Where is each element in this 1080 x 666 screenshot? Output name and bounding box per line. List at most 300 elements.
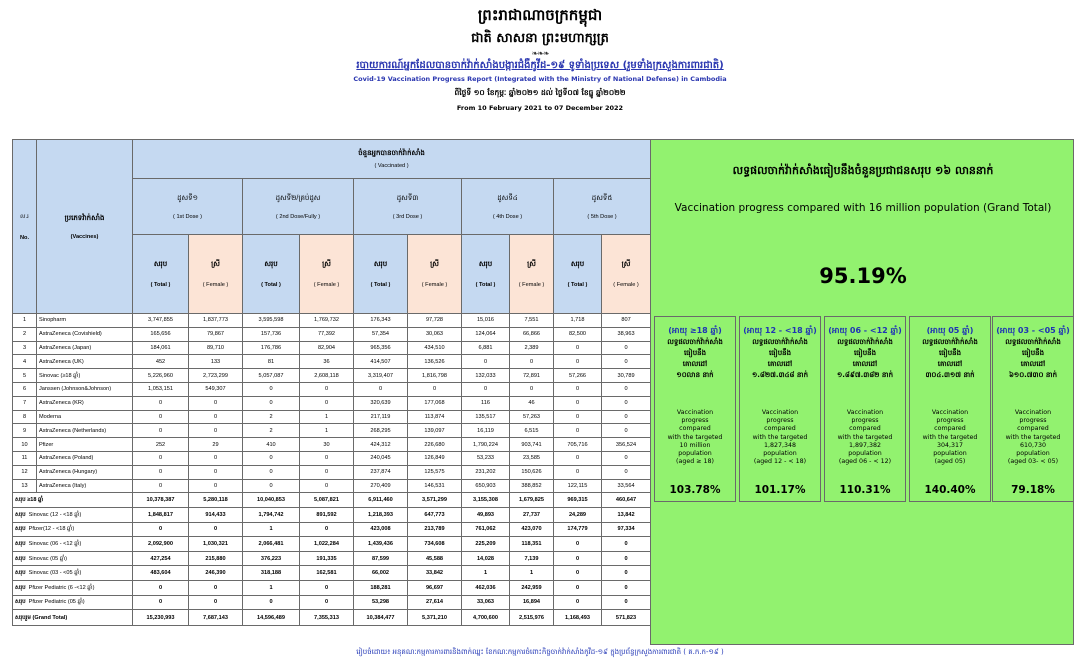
target-desc-en: Vaccination progress compared with the targeted 304,317 population (aged 05) [922,409,978,466]
table-cell: 150,626 [510,465,554,479]
subtotal-row [13,537,651,552]
report-header [0,0,1080,138]
header-no [13,140,37,314]
female-en: ( Female ) [518,282,545,288]
header-total-d4 [462,235,510,314]
table-cell: 0 [189,522,243,537]
table-cell: 424,312 [354,438,408,452]
table-cell: 33,842 [408,566,462,581]
kingdom-motto: ជាតិ សាសនា ព្រះមហាក្សត្រ [471,31,609,46]
table-cell: 0 [133,410,189,424]
header-dose1 [133,179,243,235]
table-cell: 0 [602,537,651,552]
header-no-kh: ល.រ [20,213,29,220]
female-en: ( Female ) [421,282,448,288]
age-group-label: (អាយុ 06 - <12 ឆ្នាំ) [828,326,902,335]
table-cell: 891,592 [300,507,354,522]
table-row [13,438,651,452]
table-cell: 135,517 [462,410,510,424]
table-cell: 0 [554,537,602,552]
table-cell: 3,571,299 [408,493,462,508]
subtotal-row [13,551,651,566]
total-kh: សរុប [478,261,493,268]
table-cell: 215,880 [189,551,243,566]
table-cell: 14,028 [462,551,510,566]
table-cell: 1 [462,566,510,581]
header-vaccinated-kh: ចំនួនអ្នកបានចាក់វ៉ាក់សាំង [358,150,425,157]
table-cell: 0 [133,424,189,438]
grand-total-row [13,610,651,626]
table-cell: 0 [602,424,651,438]
table-cell: 36 [300,355,354,369]
vaccine-name: Pfizer [37,438,133,452]
table-cell: 460,647 [602,493,651,508]
table-cell: 29 [189,438,243,452]
table-row [13,424,651,438]
table-cell: 7,687,143 [189,610,243,626]
table-cell: 72,891 [510,369,554,383]
table-cell: 5,280,118 [189,493,243,508]
table-cell: 0 [602,580,651,595]
row-label-kh: សរុប [15,511,26,518]
header-female-d1 [189,235,243,314]
table-cell: 2 [243,410,300,424]
row-label-en: Pfizer(12 - <18 ឆ្នាំ) [28,526,75,533]
table-cell: 81 [243,355,300,369]
vaccine-name: AstraZeneca (Netherlands) [37,424,133,438]
female-kh: ស្រី [211,261,220,268]
header-vaccine-kh: ប្រភេទវ៉ាក់សាំង [64,214,105,222]
table-cell: 79,867 [189,327,243,341]
table-cell: 0 [189,410,243,424]
vaccine-name: Moderna [37,410,133,424]
row-number: 5 [13,369,37,383]
table-cell: 427,254 [133,551,189,566]
table-row [13,396,651,410]
row-label-kh: សរុប ≥18 ឆ្នាំ [15,497,44,504]
table-cell: 6,515 [510,424,554,438]
table-cell: 1 [300,410,354,424]
table-cell: 1 [300,424,354,438]
target-desc-kh: លទ្ធផលចាក់វ៉ាក់សាំង ធៀបនឹង គោលដៅ ៣០៤.៣១៧ នាក់ [922,338,978,379]
table-cell: 3,747,855 [133,314,189,328]
row-label-en: Sinovac (12 - <18 ឆ្នាំ) [28,511,82,518]
table-cell: 0 [354,382,408,396]
table-row [13,341,651,355]
table-cell: 965,356 [354,341,408,355]
table-cell: 650,903 [462,479,510,493]
table-cell: 184,061 [133,341,189,355]
header-dose2 [243,179,354,235]
table-cell: 0 [602,465,651,479]
female-kh: ស្រី [527,261,536,268]
table-row [13,410,651,424]
table-cell: 15,016 [462,314,510,328]
total-kh: សរុប [570,261,585,268]
table-cell: 89,710 [189,341,243,355]
table-cell: 0 [554,355,602,369]
total-en: ( Total ) [370,282,391,288]
total-kh: សរុប [373,261,388,268]
table-cell: 549,307 [189,382,243,396]
table-cell: 45,588 [408,551,462,566]
table-cell: 734,608 [408,537,462,552]
table-cell: 165,656 [133,327,189,341]
table-cell: 5,057,087 [243,369,300,383]
vaccine-name: AstraZeneca (Japan) [37,341,133,355]
table-cell: 0 [554,551,602,566]
table-cell: 30,063 [408,327,462,341]
table-cell: 122,115 [554,479,602,493]
table-cell: 0 [554,566,602,581]
table-cell: 0 [189,451,243,465]
table-cell: 7,139 [510,551,554,566]
table-cell: 0 [243,465,300,479]
target-desc-kh: លទ្ធផលចាក់វ៉ាក់សាំង ធៀបនឹង គោលដៅ ៦១០.៧៣០ នាក់ [1005,338,1061,379]
report-title-en: Covid-19 Vaccination Progress Report (Integrated with the Ministry of National Defense) in Cambodia [353,75,727,83]
table-cell: 1,794,742 [243,507,300,522]
row-number: 6 [13,382,37,396]
grand-percent: 95.19% [819,264,907,288]
table-cell: 2 [243,424,300,438]
subtotal-row [13,566,651,581]
table-cell: 0 [300,580,354,595]
table-cell: 483,604 [133,566,189,581]
table-cell: 1,679,825 [510,493,554,508]
table-cell: 903,741 [510,438,554,452]
table-cell: 434,510 [408,341,462,355]
table-cell: 1,837,773 [189,314,243,328]
table-cell: 15,230,993 [133,610,189,626]
table-cell: 452 [133,355,189,369]
table-cell: 410 [243,438,300,452]
age-group-label: (អាយុ 03 - <05 ឆ្នាំ) [996,326,1070,335]
table-cell: 376,223 [243,551,300,566]
table-cell: 0 [300,595,354,610]
header-total-d5 [554,235,602,314]
table-cell: 969,315 [554,493,602,508]
table-cell: 268,295 [354,424,408,438]
table-cell: 0 [602,551,651,566]
row-number: 2 [13,327,37,341]
table-cell: 33,063 [462,595,510,610]
target-desc-en: Vaccination progress compared with the targeted 610,730 population (aged 03- < 05) [1005,409,1061,466]
vaccine-name: AstraZeneca (KR) [37,396,133,410]
table-cell: 16,894 [510,595,554,610]
row-label-en: Sinovac (06 - <12 ឆ្នាំ) [28,540,82,547]
table-cell: 176,786 [243,341,300,355]
row-number: 3 [13,341,37,355]
table-cell: 0 [189,580,243,595]
table-cell: 118,351 [510,537,554,552]
table-cell: 10,040,853 [243,493,300,508]
row-label-en: Pfizer Pediatric (6 -<12 ឆ្នាំ) [28,584,95,591]
table-cell: 1,790,224 [462,438,510,452]
age-group-label: (អាយុ 05 ឆ្នាំ) [926,326,974,335]
row-number: 11 [13,451,37,465]
header-total-d3 [354,235,408,314]
table-cell: 0 [300,479,354,493]
subtotal-row [13,580,651,595]
table-cell: 1,848,817 [133,507,189,522]
table-cell: 0 [602,566,651,581]
table-cell: 23,585 [510,451,554,465]
dose2-kh: ដូសទី២/គ្រប់ដូស [275,194,321,202]
table-cell: 2,515,976 [510,610,554,626]
table-cell: 320,639 [354,396,408,410]
table-cell: 87,599 [354,551,408,566]
row-number: 4 [13,355,37,369]
table-cell: 10,378,387 [133,493,189,508]
table-cell: 53,233 [462,451,510,465]
table-cell: 124,064 [462,327,510,341]
age-group-panel [992,316,1074,502]
table-cell: 705,716 [554,438,602,452]
age-group-percent: 79.18% [1011,484,1055,496]
table-cell: 0 [554,451,602,465]
row-number: 9 [13,424,37,438]
table-cell: 191,335 [300,551,354,566]
table-cell: 2,092,900 [133,537,189,552]
table-cell: 66,866 [510,327,554,341]
table-cell: 0 [510,382,554,396]
table-cell: 1,218,393 [354,507,408,522]
header-total-d2 [243,235,300,314]
table-cell: 270,409 [354,479,408,493]
table-cell: 318,188 [243,566,300,581]
table-cell: 225,209 [462,537,510,552]
table-cell: 38,963 [602,327,651,341]
table-cell: 126,849 [408,451,462,465]
report-date-en: From 10 February 2021 to 07 December 2022 [456,104,624,112]
dose2-en: ( 2nd Dose/Fully ) [275,213,321,220]
subtotal-row [13,493,651,508]
table-cell: 125,575 [408,465,462,479]
age-group-panel [909,316,991,502]
table-cell: 0 [243,382,300,396]
header-total-d1 [133,235,189,314]
subtotal-row [13,595,651,610]
target-desc-kh: លទ្ធផលចាក់វ៉ាក់សាំង ធៀបនឹង គោលដៅ ១.៨២៧.៣៤៨ នាក់ [751,338,809,379]
subtotal-row [13,522,651,537]
table-cell: 423,008 [354,522,408,537]
table-cell: 0 [602,410,651,424]
table-cell: 0 [462,382,510,396]
header-female-d3 [408,235,462,314]
table-cell: 0 [189,396,243,410]
vaccine-name: AstraZeneca (Italy) [37,479,133,493]
table-cell: 1,718 [554,314,602,328]
age-group-percent: 110.31% [839,484,891,496]
age-group-panel [739,316,821,502]
table-cell: 7,551 [510,314,554,328]
target-desc-en: Vaccination progress compared with the targeted 10 million population (aged ≥ 18) [667,409,723,466]
table-cell: 6,911,460 [354,493,408,508]
table-cell: 162,581 [300,566,354,581]
age-group-panel [654,316,736,502]
table-cell: 2,723,299 [189,369,243,383]
table-cell: 57,266 [554,369,602,383]
table-cell: 423,070 [510,522,554,537]
table-cell: 237,874 [354,465,408,479]
row-number: 12 [13,465,37,479]
target-desc-kh: លទ្ធផលចាក់វ៉ាក់សាំង ធៀបនឹង គោលដៅ ១.៨៩៧.៣៨២ នាក់ [836,338,894,379]
table-cell: 1,816,798 [408,369,462,383]
table-cell: 2,608,118 [300,369,354,383]
table-cell: 0 [408,382,462,396]
age-group-label: (អាយុ 12 - <18 ឆ្នាំ) [743,326,817,335]
table-cell: 97,334 [602,522,651,537]
header-vaccine [37,140,133,314]
row-number: 1 [13,314,37,328]
row-label-en: Sinovac (05 ឆ្នាំ) [28,555,67,562]
table-cell: 177,068 [408,396,462,410]
table-cell: 77,392 [300,327,354,341]
table-cell: 53,298 [354,595,408,610]
table-cell: 0 [300,382,354,396]
table-cell: 1 [510,566,554,581]
table-cell: 0 [189,595,243,610]
header-no-en: No. [19,234,29,241]
table-cell: 0 [554,396,602,410]
table-cell: 33,564 [602,479,651,493]
table-cell: 0 [300,451,354,465]
table-cell: 0 [602,396,651,410]
age-group-percent: 101.17% [754,484,806,496]
table-cell: 7,355,313 [300,610,354,626]
row-label [13,493,133,508]
table-cell: 1,439,436 [354,537,408,552]
table-cell: 176,343 [354,314,408,328]
table-cell: 0 [189,465,243,479]
subtotal-row [13,507,651,522]
row-label-kh: សរុបរួម (Grand Total) [15,614,68,621]
table-cell: 49,893 [462,507,510,522]
table-cell: 0 [243,396,300,410]
table-cell: 96,697 [408,580,462,595]
row-label-kh: សរុប [15,540,26,547]
header-vaccine-en: (Vaccines) [70,233,99,240]
table-cell: 231,202 [462,465,510,479]
table-cell: 0 [602,595,651,610]
age-group-label: (អាយុ ≥18 ឆ្នាំ) [668,326,722,335]
table-cell: 3,155,308 [462,493,510,508]
table-cell: 1,168,493 [554,610,602,626]
table-cell: 1,030,321 [189,537,243,552]
table-cell: 1,769,732 [300,314,354,328]
table-cell: 13,842 [602,507,651,522]
dose5-en: ( 5th Dose ) [587,213,617,220]
header-dose3 [354,179,462,235]
row-number: 7 [13,396,37,410]
header-vaccinated [133,140,651,179]
table-row [13,382,651,396]
total-kh: សរុប [153,261,168,268]
vaccine-name: AstraZeneca (UK) [37,355,133,369]
dose3-kh: ដូសទី៣ [396,194,419,202]
table-cell: 0 [243,479,300,493]
dose5-kh: ដូសទី៥ [591,194,613,202]
header-female-d4 [510,235,554,314]
table-cell: 5,087,821 [300,493,354,508]
table-cell: 66,002 [354,566,408,581]
header-female-d2 [300,235,354,314]
table-cell: 0 [554,382,602,396]
row-label-kh: សរុប [15,584,26,591]
table-cell: 1,053,151 [133,382,189,396]
row-label [13,610,133,626]
age-group-percent: 140.40% [924,484,976,496]
vaccine-name: AstraZeneca (Poland) [37,451,133,465]
table-cell: 146,531 [408,479,462,493]
row-label-kh: សរុប [15,555,26,562]
table-cell: 30 [300,438,354,452]
table-cell: 0 [510,355,554,369]
table-cell: 246,390 [189,566,243,581]
total-en: ( Total ) [567,282,588,288]
table-cell: 1 [243,522,300,537]
row-label-kh: សរុប [15,570,26,577]
table-cell: 0 [133,522,189,537]
table-cell: 0 [602,355,651,369]
header-vaccinated-en: ( Vaccinated ) [374,163,409,169]
table-cell: 46 [510,396,554,410]
table-cell: 157,736 [243,327,300,341]
vaccine-name: AstraZeneca (Covishield) [37,327,133,341]
total-kh: សរុប [264,261,278,268]
row-label [13,522,133,537]
table-cell: 16,119 [462,424,510,438]
table-cell: 139,097 [408,424,462,438]
progress-title-en: Vaccination progress compared with 16 million population (Grand Total) [674,202,1052,214]
table-cell: 0 [243,595,300,610]
target-desc-en: Vaccination progress compared with the targeted 1,897,382 population (aged 06 - < 12) [837,409,893,466]
row-label [13,551,133,566]
row-label [13,507,133,522]
table-cell: 217,119 [354,410,408,424]
dose4-kh: ដូសទី៤ [497,194,518,202]
table-cell: 647,773 [408,507,462,522]
row-number: 8 [13,410,37,424]
vaccination-table [12,139,651,626]
female-kh: ស្រី [621,261,631,268]
table-cell: 0 [602,341,651,355]
table-cell: 2,389 [510,341,554,355]
table-cell: 0 [189,424,243,438]
dose1-kh: ដូសទី១ [177,194,198,202]
table-cell: 0 [554,341,602,355]
table-cell: 0 [133,451,189,465]
table-cell: 388,852 [510,479,554,493]
header-female-d5 [602,235,651,314]
table-cell: 5,371,210 [408,610,462,626]
row-label-en: Sinovac (03 - <05 ឆ្នាំ) [28,570,82,577]
table-cell: 0 [133,595,189,610]
table-cell: 414,507 [354,355,408,369]
table-cell: 0 [133,580,189,595]
row-label-kh: សរុប [15,599,26,606]
table-cell: 2,066,481 [243,537,300,552]
target-desc-en: Vaccination progress compared with the targeted 1,827,348 population (aged 12 - < 18) [752,409,808,466]
table-cell: 0 [554,410,602,424]
female-en: ( Female ) [613,282,639,288]
table-cell: 0 [300,396,354,410]
table-row [13,327,651,341]
table-cell: 113,874 [408,410,462,424]
row-label-kh: សរុប [15,526,26,533]
table-cell: 226,680 [408,438,462,452]
vaccine-name: Janssen (Johnson&Johnson) [37,382,133,396]
